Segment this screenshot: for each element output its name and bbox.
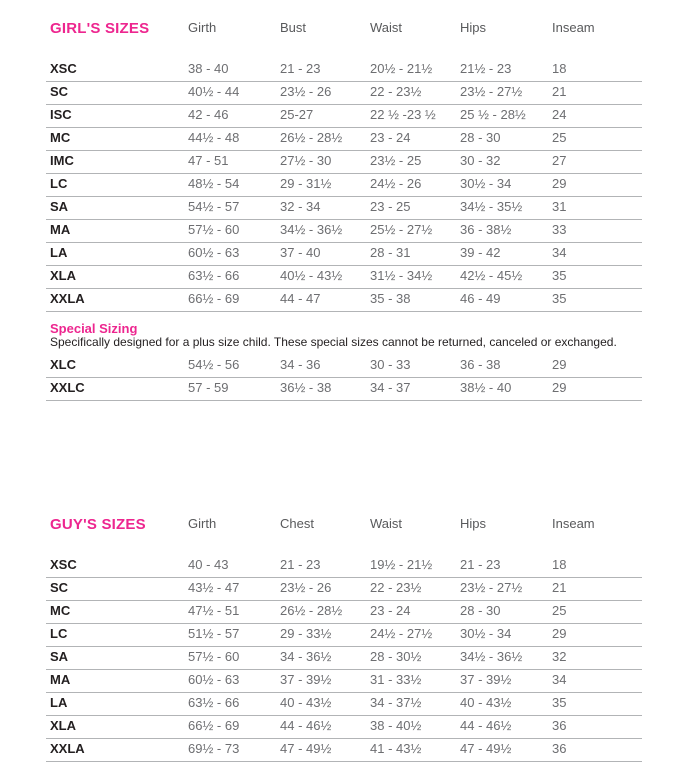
size-value: 34 - 36½ <box>280 649 332 664</box>
size-value: 54½ - 56 <box>188 357 240 372</box>
guys-table-body <box>46 555 642 762</box>
size-value: 36 <box>552 718 567 733</box>
size-label: IMC <box>50 153 74 168</box>
size-value: 36 - 38½ <box>460 222 512 237</box>
size-value: 34 <box>552 672 567 687</box>
size-value: 35 <box>552 695 567 710</box>
size-label: XXLC <box>50 380 85 395</box>
table-row <box>46 82 642 105</box>
size-label: SA <box>50 649 69 664</box>
special-sizing-description: Specifically designed for a plus size child. These special sizes cannot be returned, canceled or exchanged. <box>50 335 617 349</box>
size-value: 40 - 43 <box>188 557 229 572</box>
size-value: 28 - 31 <box>370 245 411 260</box>
size-value: 60½ - 63 <box>188 245 240 260</box>
size-label: SA <box>50 199 69 214</box>
size-value: 57½ - 60 <box>188 649 240 664</box>
size-value: 28 - 30½ <box>370 649 422 664</box>
size-value: 22 - 23½ <box>370 580 422 595</box>
size-label: XSC <box>50 557 77 572</box>
table-row <box>46 378 642 401</box>
size-value: 21 - 23 <box>460 557 501 572</box>
column-header-inseam: Inseam <box>552 516 595 531</box>
size-value: 60½ - 63 <box>188 672 240 687</box>
size-value: 18 <box>552 61 567 76</box>
size-value: 23½ - 26 <box>280 84 332 99</box>
size-value: 46 - 49 <box>460 291 501 306</box>
size-value: 29 <box>552 380 567 395</box>
size-value: 30 - 32 <box>460 153 501 168</box>
size-value: 42 - 46 <box>188 107 229 122</box>
size-label: LA <box>50 245 68 260</box>
size-label: MC <box>50 130 71 145</box>
size-value: 23½ - 27½ <box>460 580 523 595</box>
size-value: 25-27 <box>280 107 314 122</box>
size-value: 18 <box>552 557 567 572</box>
table-row <box>46 197 642 220</box>
size-value: 22 ½ -23 ½ <box>370 107 436 122</box>
size-value: 35 <box>552 291 567 306</box>
size-value: 66½ - 69 <box>188 718 240 733</box>
size-value: 31 - 33½ <box>370 672 422 687</box>
size-value: 37 - 39½ <box>460 672 512 687</box>
table-row <box>46 693 642 716</box>
size-value: 28 - 30 <box>460 603 501 618</box>
size-value: 36½ - 38 <box>280 380 332 395</box>
size-value: 20½ - 21½ <box>370 61 433 76</box>
table-row <box>46 601 642 624</box>
table-row <box>46 647 642 670</box>
column-header-girth: Girth <box>188 20 217 35</box>
column-header-bust: Bust <box>280 20 307 35</box>
size-value: 30½ - 34 <box>460 176 512 191</box>
size-label: MC <box>50 603 71 618</box>
column-header-waist: Waist <box>370 516 403 531</box>
size-label: LC <box>50 176 68 191</box>
girls-table-body <box>46 59 642 312</box>
size-value: 23 - 24 <box>370 130 411 145</box>
size-value: 44 - 46½ <box>280 718 332 733</box>
size-value: 47½ - 51 <box>188 603 240 618</box>
size-value: 63½ - 66 <box>188 695 240 710</box>
size-value: 40 - 43½ <box>280 695 332 710</box>
size-value: 34 - 37 <box>370 380 411 395</box>
size-value: 26½ - 28½ <box>280 130 343 145</box>
size-value: 43½ - 47 <box>188 580 240 595</box>
girls-table-title: GIRL'S SIZES <box>50 20 150 37</box>
size-value: 57 - 59 <box>188 380 229 395</box>
size-value: 37 - 40 <box>280 245 321 260</box>
size-value: 34 - 36 <box>280 357 321 372</box>
column-header-waist: Waist <box>370 20 403 35</box>
size-value: 24½ - 26 <box>370 176 422 191</box>
table-row <box>46 151 642 174</box>
size-value: 31 <box>552 199 567 214</box>
column-header-inseam: Inseam <box>552 20 595 35</box>
table-row <box>46 128 642 151</box>
size-value: 21 - 23 <box>280 557 321 572</box>
size-value: 66½ - 69 <box>188 291 240 306</box>
size-value: 25 ½ - 28½ <box>460 107 526 122</box>
size-label: LC <box>50 626 68 641</box>
size-value: 69½ - 73 <box>188 741 240 756</box>
size-value: 23½ - 25 <box>370 153 422 168</box>
size-value: 32 - 34 <box>280 199 321 214</box>
size-value: 23½ - 27½ <box>460 84 523 99</box>
size-value: 44 - 47 <box>280 291 321 306</box>
size-value: 37 - 39½ <box>280 672 332 687</box>
size-label: XLA <box>50 268 76 283</box>
size-value: 40 - 43½ <box>460 695 512 710</box>
size-value: 44½ - 48 <box>188 130 240 145</box>
size-value: 34 <box>552 245 567 260</box>
size-value: 38 - 40½ <box>370 718 422 733</box>
size-value: 35 <box>552 268 567 283</box>
size-value: 34½ - 35½ <box>460 199 523 214</box>
size-value: 34 - 37½ <box>370 695 422 710</box>
size-value: 30½ - 34 <box>460 626 512 641</box>
size-value: 40½ - 44 <box>188 84 240 99</box>
size-value: 36 - 38 <box>460 357 501 372</box>
size-value: 39 - 42 <box>460 245 501 260</box>
size-value: 32 <box>552 649 567 664</box>
size-value: 23½ - 26 <box>280 580 332 595</box>
size-label: MA <box>50 222 71 237</box>
size-value: 27½ - 30 <box>280 153 332 168</box>
size-value: 22 - 23½ <box>370 84 422 99</box>
size-label: SC <box>50 580 69 595</box>
size-value: 31½ - 34½ <box>370 268 433 283</box>
size-label: SC <box>50 84 69 99</box>
size-value: 38 - 40 <box>188 61 229 76</box>
size-value: 21 - 23 <box>280 61 321 76</box>
girls-table-header <box>46 20 642 38</box>
size-value: 44 - 46½ <box>460 718 512 733</box>
table-row <box>46 105 642 128</box>
size-value: 28 - 30 <box>460 130 501 145</box>
size-value: 23 - 25 <box>370 199 411 214</box>
size-value: 29 - 31½ <box>280 176 332 191</box>
size-value: 24½ - 27½ <box>370 626 433 641</box>
size-label: XLA <box>50 718 76 733</box>
size-value: 30 - 33 <box>370 357 411 372</box>
size-value: 47 - 49½ <box>280 741 332 756</box>
table-row <box>46 220 642 243</box>
size-value: 41 - 43½ <box>370 741 422 756</box>
column-header-girth: Girth <box>188 516 217 531</box>
table-row <box>46 624 642 647</box>
table-row <box>46 578 642 601</box>
size-value: 34½ - 36½ <box>460 649 523 664</box>
table-row <box>46 59 642 82</box>
size-label: XSC <box>50 61 77 76</box>
size-value: 29 <box>552 357 567 372</box>
table-row <box>46 739 642 762</box>
size-label: ISC <box>50 107 72 122</box>
table-row <box>46 174 642 197</box>
size-value: 29 - 33½ <box>280 626 332 641</box>
size-value: 27 <box>552 153 567 168</box>
table-row <box>46 289 642 312</box>
size-value: 36 <box>552 741 567 756</box>
size-value: 38½ - 40 <box>460 380 512 395</box>
size-value: 47 - 49½ <box>460 741 512 756</box>
size-value: 26½ - 28½ <box>280 603 343 618</box>
guys-table-title: GUY'S SIZES <box>50 516 146 533</box>
size-value: 25 <box>552 130 567 145</box>
guys-table-header <box>46 516 642 534</box>
size-value: 25½ - 27½ <box>370 222 433 237</box>
table-row <box>46 670 642 693</box>
size-label: XXLA <box>50 291 85 306</box>
size-value: 51½ - 57 <box>188 626 240 641</box>
special-sizing-table-body <box>46 355 642 401</box>
size-value: 63½ - 66 <box>188 268 240 283</box>
size-label: XLC <box>50 357 76 372</box>
size-value: 42½ - 45½ <box>460 268 523 283</box>
size-value: 21 <box>552 580 567 595</box>
size-value: 47 - 51 <box>188 153 229 168</box>
size-value: 48½ - 54 <box>188 176 240 191</box>
size-value: 33 <box>552 222 567 237</box>
size-value: 24 <box>552 107 567 122</box>
size-chart-sheet <box>46 0 642 762</box>
size-value: 29 <box>552 626 567 641</box>
special-sizing-title: Special Sizing <box>50 321 138 336</box>
table-row <box>46 266 642 289</box>
column-header-chest: Chest <box>280 516 314 531</box>
size-value: 34½ - 36½ <box>280 222 343 237</box>
size-value: 21 <box>552 84 567 99</box>
size-value: 57½ - 60 <box>188 222 240 237</box>
size-value: 21½ - 23 <box>460 61 512 76</box>
size-label: XXLA <box>50 741 85 756</box>
size-label: MA <box>50 672 71 687</box>
column-header-hips: Hips <box>460 516 487 531</box>
table-row <box>46 716 642 739</box>
size-value: 25 <box>552 603 567 618</box>
size-value: 40½ - 43½ <box>280 268 343 283</box>
column-header-hips: Hips <box>460 20 487 35</box>
size-label: LA <box>50 695 68 710</box>
size-value: 19½ - 21½ <box>370 557 433 572</box>
table-row <box>46 355 642 378</box>
table-row <box>46 243 642 266</box>
size-value: 54½ - 57 <box>188 199 240 214</box>
size-value: 29 <box>552 176 567 191</box>
table-row <box>46 555 642 578</box>
size-value: 23 - 24 <box>370 603 411 618</box>
size-value: 35 - 38 <box>370 291 411 306</box>
